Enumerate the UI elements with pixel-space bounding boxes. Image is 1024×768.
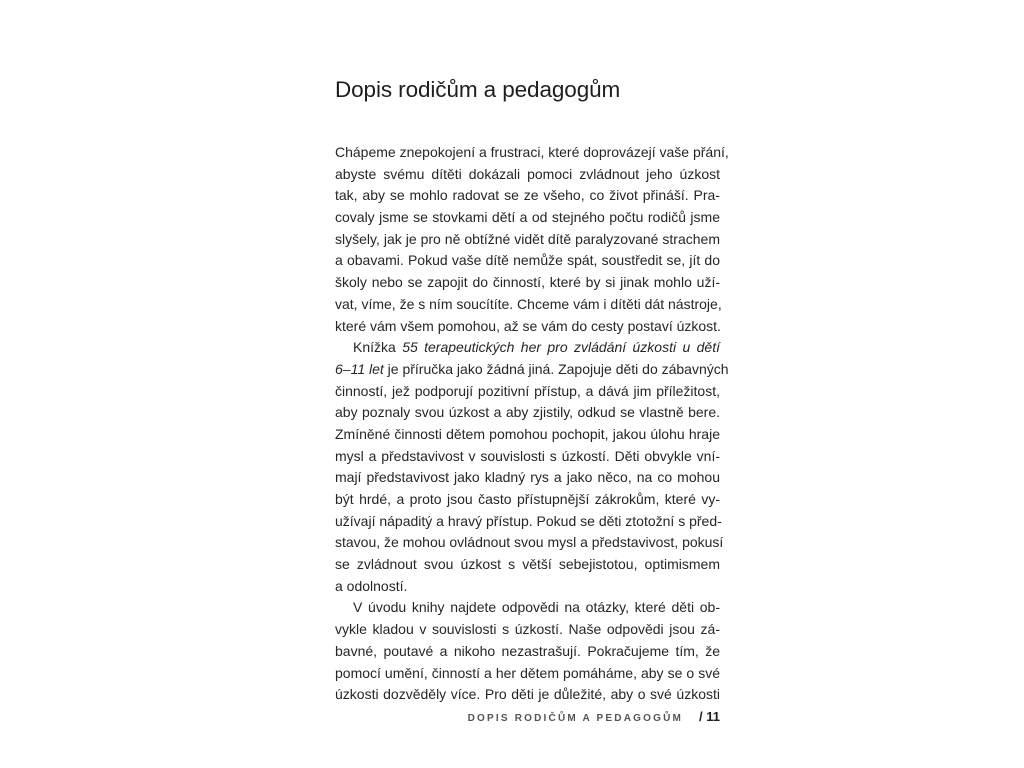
text-run: Knížka [353,339,403,356]
chapter-title: Dopis rodičům a pedagogům [335,77,621,102]
running-head: DOPIS RODIČŮM A PEDAGOGŮM [467,713,684,724]
text-line: vykle kladou v souvislosti s úzkostí. Naše odpovědi jsou zá- [335,621,720,638]
text-line: stavou, že mohou ovládnout svou mysl a představivost, pokusí [335,534,724,551]
text-run: je příručka jako žádná jiná. Zapojuje děti do zábavných [383,360,729,377]
text-line [335,359,729,381]
text-line: užívají nápaditý a hravý přístup. Pokud se děti ztotožní s před- [335,512,722,529]
text-line: slyšely, jak je pro ně obtížné vidět dítě paralyzované strachem [335,230,720,247]
text-line [335,337,720,359]
text-line: pomocí umění, činností a her dětem pomáháme, aby se o své [335,664,720,681]
paragraph-2 [335,337,729,597]
text-line: aby poznaly svou úzkost a aby zjistily, odkud se vlastně bere. [335,404,720,421]
book-title: 55 terapeutických her pro zvládání úzkosti u dětí [402,339,720,356]
book-title-end: 6–11 let [335,360,384,377]
text-line: Zmíněné činnosti dětem pomohou pochopit, jakou úlohu hraje [335,425,720,442]
text-line: činností, jež podporují pozitivní přístup, a dává jim příležitost, [335,382,720,399]
text-line: školy nebo se zapojit do činností, které by si jinak mohlo uží- [335,274,720,291]
text-line: V úvodu knihy najdete odpovědi na otázky, které děti ob- [353,599,720,616]
text-line: bavné, poutavé a nikoho nezastrašují. Pokračujeme tím, že [335,642,720,659]
text-line: a obavami. Pokud vaše dítě nemůže spát, soustředit se, jít do [335,252,720,269]
text-line: úzkosti dozvěděly více. Pro děti je důležité, aby o své úzkosti [335,686,720,703]
text-line: abyste svému dítěti dokázali pomoci zvládnout jeho úzkost [335,165,720,182]
text-line: které vám všem pomohou, až se vám do cesty postaví úzkost. [335,317,721,334]
page-number: / 11 [699,709,720,724]
text-line: být hrdé, a proto jsou často přístupnější zákrokům, které vy- [335,491,720,507]
text-line: Chápeme znepokojení a frustraci, které doprovázejí vaše přání, [335,144,729,160]
page-footer [468,709,720,724]
text-line: tak, aby se mohlo radovat se ze všeho, co život přináší. Pra- [335,187,720,204]
text-line: covaly jsme se stovkami dětí a od stejného počtu rodičů jsme [335,209,720,226]
text-line: mají představivost jako kladný rys a jako něco, na co mohou [335,469,720,486]
text-line: se zvládnout svou úzkost s větší sebejistotou, optimismem [335,556,720,573]
body-text [335,142,729,706]
paragraph-1 [335,142,729,337]
text-line: mysl a představivost v souvislosti s úzkostí. Děti obvykle vní- [335,447,720,464]
text-line: vat, víme, že s ním soucítíte. Chceme vám i dítěti dát nástroje, [335,295,722,312]
text-line: a odolností. [335,577,408,594]
paragraph-3 [335,597,720,705]
